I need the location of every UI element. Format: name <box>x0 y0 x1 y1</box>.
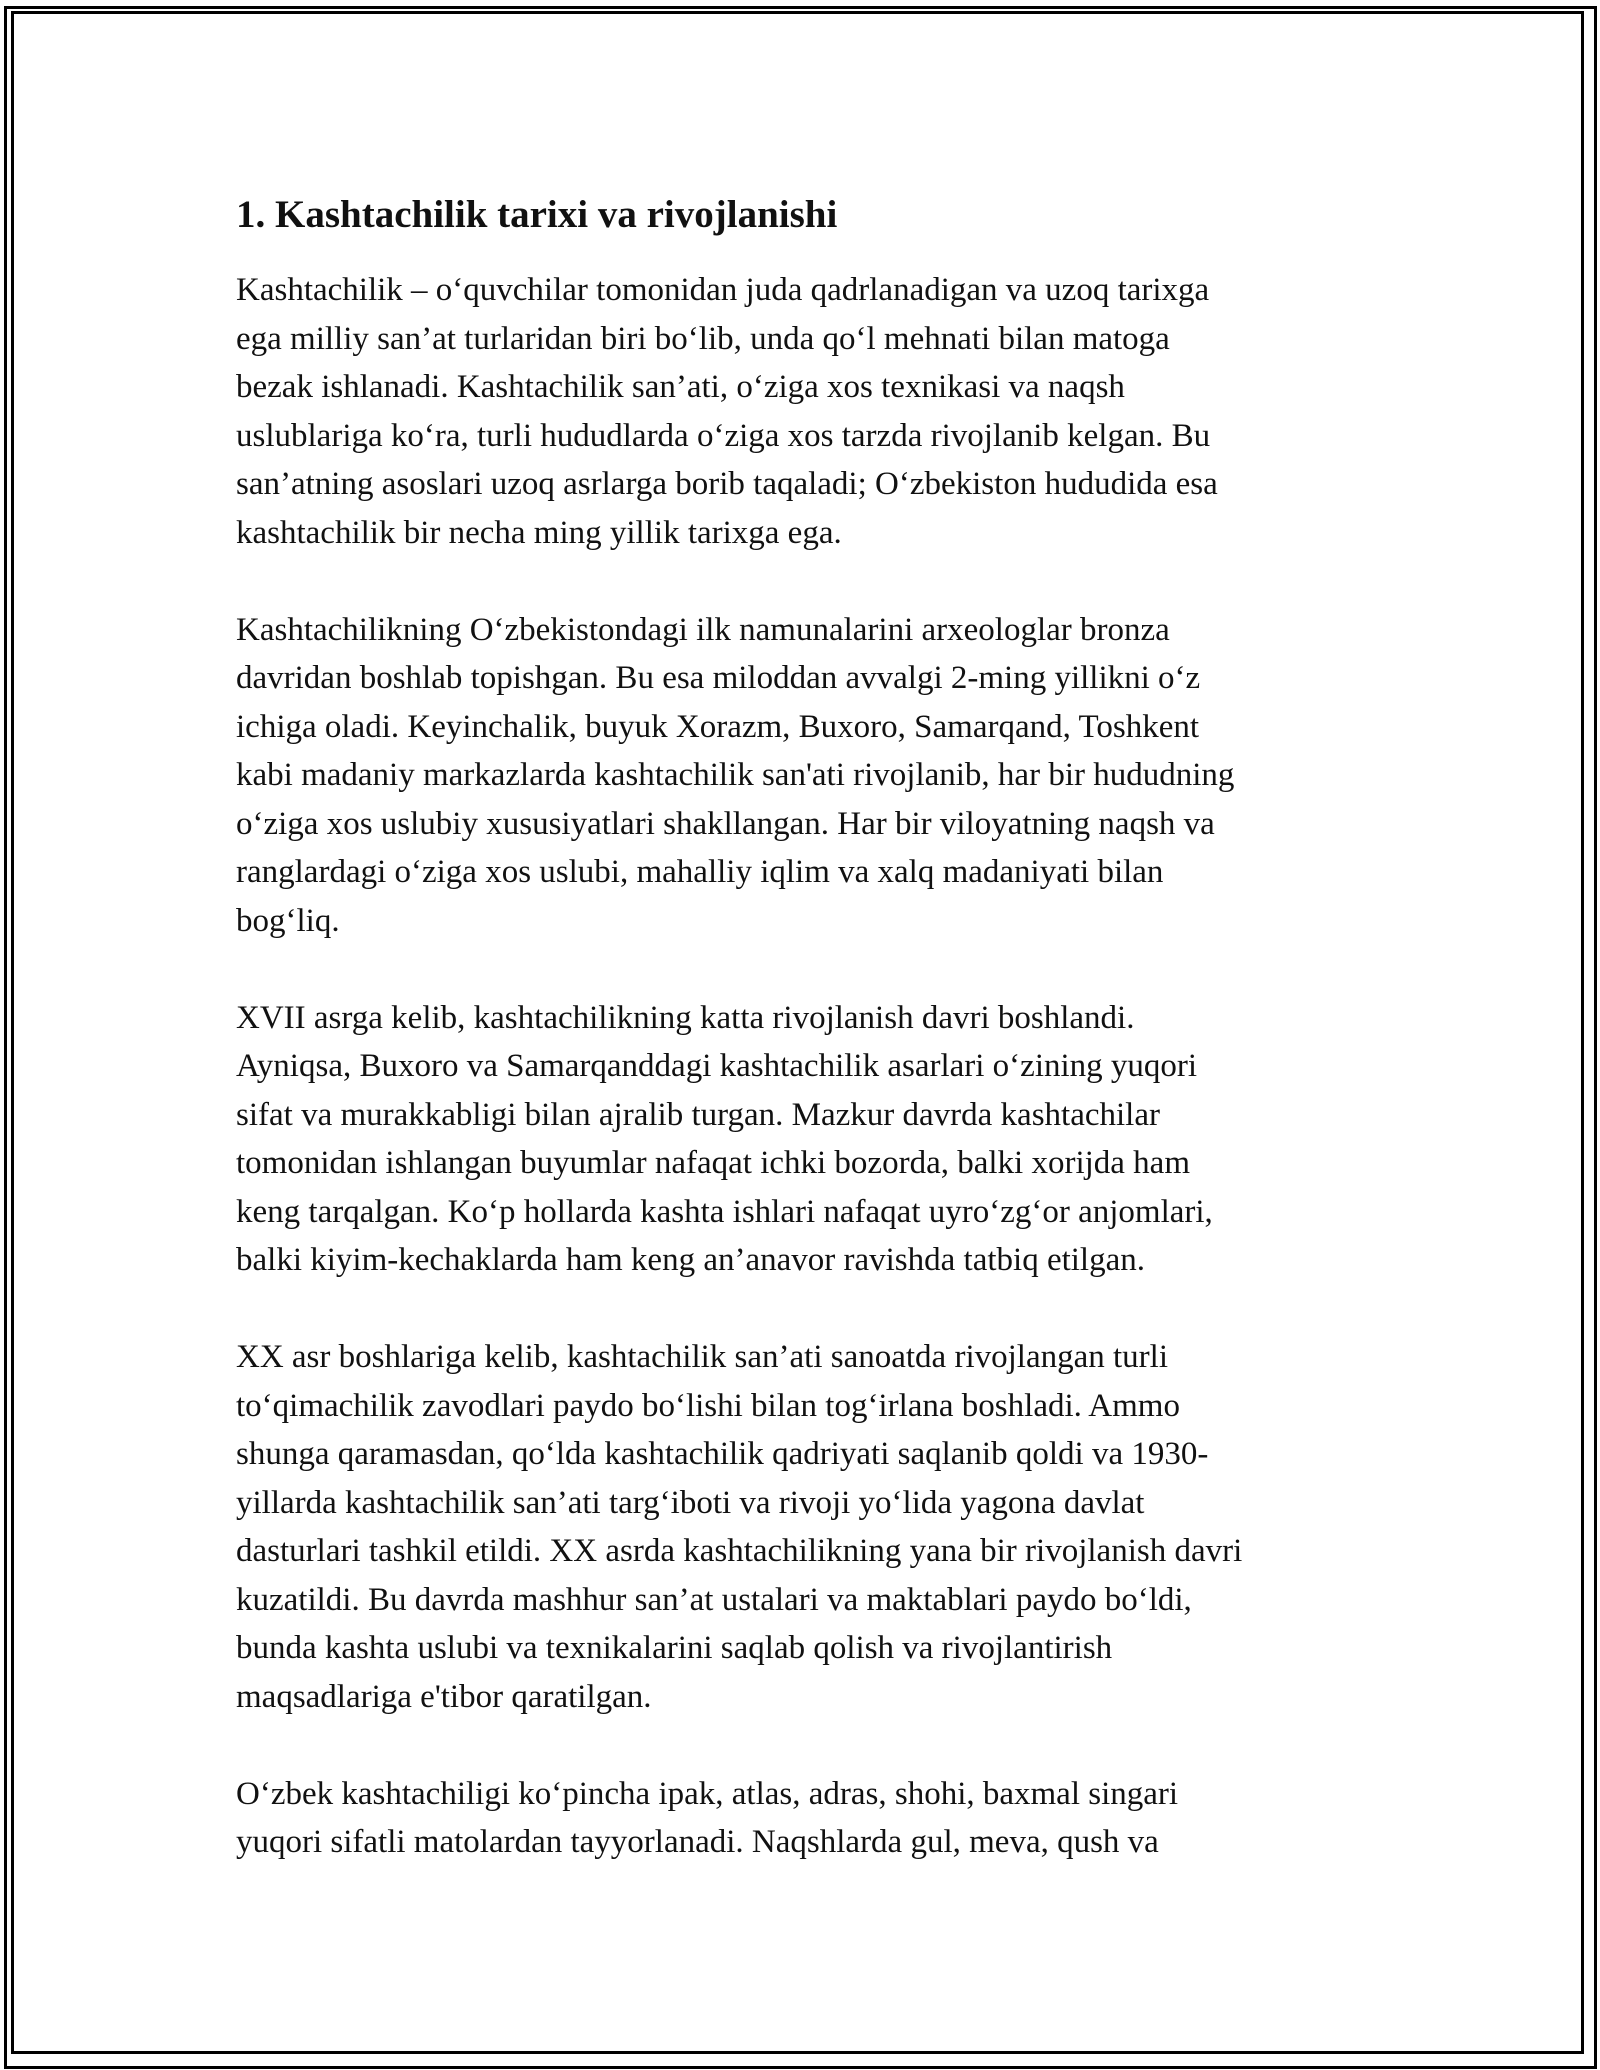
document-body <box>236 186 1366 1915</box>
section-heading: 1. Kashtachilik tarixi va rivojlanishi <box>236 193 838 236</box>
paragraph-4: XX asr boshlariga kelib, kashtachilik san’ati sanoatda rivojlangan turli to‘qimachilik zavodlari paydo bo‘lishi bilan tog‘irlana boshladi. Ammo shunga qaramasdan, qo‘lda kashtachilik qadriyati saqlanib qoldi va 1930- yillarda kashtachilik san’ati targ‘iboti va rivoji yo‘lida yagona davlat dasturlari tashkil etildi. XX asrda kashtachilikning yana bir rivojlanish davri kuzatildi. Bu davrda mashhur san’at ustalari va maktablari paydo bo‘ldi, bunda kashta uslubi va texnikalarini saqlab qolish va rivojlantirish maqsadlariga e'tibor qaratilgan. <box>236 1339 1243 1715</box>
paragraph-3: XVII asrga kelib, kashtachilikning katta rivojlanish davri boshlandi. Ayniqsa, Buxoro va Samarqanddagi kashtachilik asarlari o‘zining yuqori sifat va murakkabligi bilan ajralib turgan. Mazkur davrda kashtachilar tomonidan ishlangan buyumlar nafaqat ichki bozorda, balki xorijda ham keng tarqalgan. Ko‘p hollarda kashta ishlari nafaqat uyro‘zg‘or anjomlari, balki kiyim-kechaklarda ham keng an’anavor ravishda tatbiq etilgan. <box>236 999 1213 1278</box>
paragraph-5: O‘zbek kashtachiligi ko‘pincha ipak, atlas, adras, shohi, baxmal singari yuqori sifatli matolardan tayyorlanadi. Naqshlarda gul, meva, qush va <box>236 1775 1179 1860</box>
paragraph-2: Kashtachilikning O‘zbekistondagi ilk namunalarini arxeologlar bronza davridan boshlab topishgan. Bu esa miloddan avvalgi 2-ming yillikni o‘z ichiga oladi. Keyinchalik, buyuk Xorazm, Buxoro, Samarqand, Toshkent kabi madaniy markazlarda kashtachilik san'ati rivojlanib, har bir hududning o‘ziga xos uslubiy xususiyatlari shakllangan. Har bir viloyatning naqsh va ranglardagi o‘ziga xos uslubi, mahalliy iqlim va xalq madaniyati bilan bog‘liq. <box>236 611 1235 939</box>
paragraph-1: Kashtachilik – o‘quvchilar tomonidan juda qadrlanadigan va uzoq tarixga ega milliy san’at turlaridan biri bo‘lib, unda qo‘l mehnati bilan matoga bezak ishlanadi. Kashtachilik san’ati, o‘ziga xos texnikasi va naqsh uslublariga ko‘ra, turli hududlarda o‘ziga xos tarzda rivojlanib kelgan. Bu san’atning asoslari uzoq asrlarga borib taqaladi; O‘zbekiston hududida esa kashtachilik bir necha ming yillik tarixga ega. <box>236 272 1218 551</box>
